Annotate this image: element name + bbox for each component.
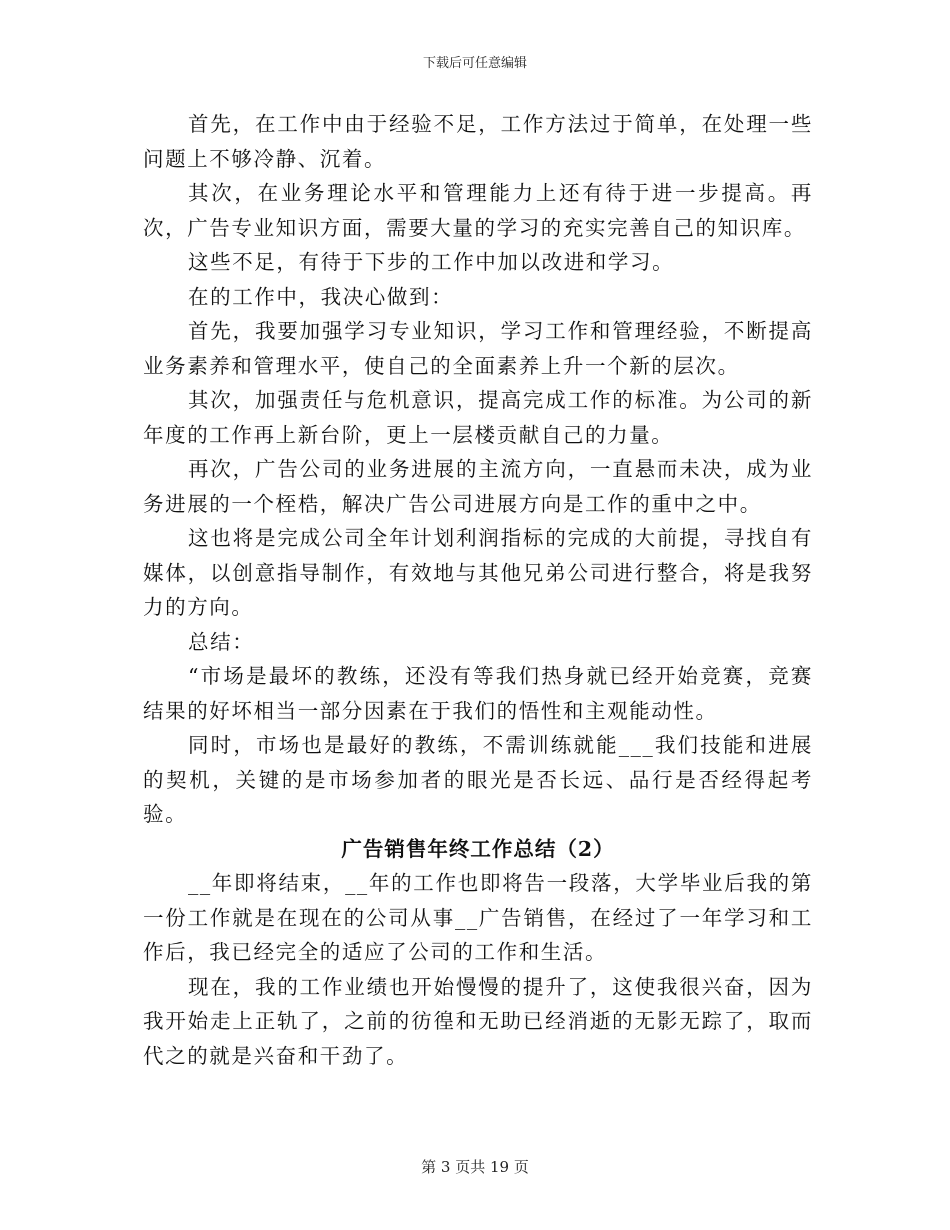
paragraph: 其次，加强责任与危机意识，提高完成工作的标准。为公司的新年度的工作再上新台阶，更上一层楼贡献自己的力量。 <box>143 388 813 447</box>
document-body <box>143 107 813 1073</box>
paragraph: 这些不足，有待于下步的工作中加以改进和学习。 <box>188 250 675 274</box>
paragraph: 总结： <box>188 629 255 654</box>
paragraph: __年即将结束，__年的工作也即将告一段落，大学毕业后我的第一份工作就是在现在的公司从事__广告销售，在经过了一年学习和工作后，我已经完全的适应了公司的工作和生活。 <box>143 871 813 964</box>
paragraph: 其次，在业务理论水平和管理能力上还有待于进一步提高。再次，广告专业知识方面，需要大量的学习的充实完善自己的知识库。 <box>143 181 813 240</box>
section-title: 广告销售年终工作总结（2） <box>341 836 615 861</box>
paragraph: 首先，在工作中由于经验不足，工作方法过于简单，在处理一些问题上不够冷静、沉着。 <box>143 112 813 171</box>
paragraph: 同时，市场也是最好的教练，不需训练就能___我们技能和进展的契机，关键的是市场参加者的眼光是否长远、品行是否经得起考验。 <box>143 733 813 826</box>
page-number: 第 3 页共 19 页 <box>421 1158 529 1176</box>
paragraph: 再次，广告公司的业务进展的主流方向，一直悬而未决，成为业务进展的一个桎梏，解决广告公司进展方向是工作的重中之中。 <box>143 457 813 516</box>
paragraph: 这也将是完成公司全年计划利润指标的完成的大前提，寻找自有媒体，以创意指导制作，有效地与其他兄弟公司进行整合，将是我努力的方向。 <box>143 526 813 619</box>
paragraph: 在的工作中，我决心做到： <box>188 284 454 309</box>
paragraph: 首先，我要加强学习专业知识，学习工作和管理经验，不断提高业务素养和管理水平，使自己的全面素养上升一个新的层次。 <box>143 319 813 378</box>
paragraph: 现在，我的工作业绩也开始慢慢的提升了，这使我很兴奋，因为我开始走上正轨了，之前的彷徨和无助已经消逝的无影无踪了，取而代之的就是兴奋和干劲了。 <box>143 974 813 1068</box>
paragraph: “市场是最坏的教练，还没有等我们热身就已经开始竞赛，竞赛结果的好坏相当一部分因素在于我们的悟性和主观能动性。 <box>143 664 813 723</box>
page-header: 下载后可任意编辑 <box>422 56 527 71</box>
